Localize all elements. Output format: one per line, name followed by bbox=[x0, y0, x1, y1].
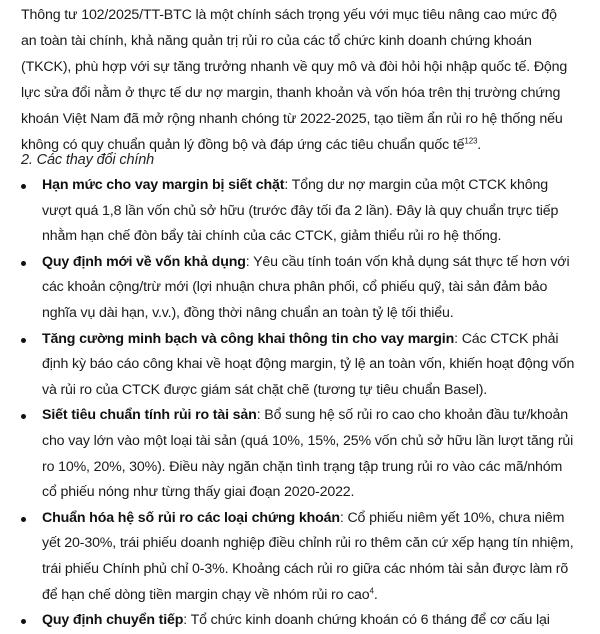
item-title: Chuẩn hóa hệ số rủi ro các loại chứng khoán bbox=[42, 509, 340, 526]
list-item bbox=[0, 327, 580, 404]
list-item bbox=[0, 403, 580, 505]
bullet-icon bbox=[21, 619, 26, 624]
bullet-icon bbox=[21, 184, 26, 189]
item-title: Quy định mới về vốn khả dụng bbox=[42, 253, 246, 270]
intro-text: Thông tư 102/2025/TT-BTC là một chính sách trọng yếu với mục tiêu nâng cao mức độ an toàn tài chính, khả năng quản trị rủi ro của các tổ chức kinh doanh chứng khoán (TKCK), phù hợp với sự tăng trưởng nhanh về quy mô và đòi hỏi hội nhập quốc tế. Động lực sửa đổi nằm ở thực tế dư nợ margin, thanh khoản và vốn hóa trên thị trường chứng khoán Việt Nam đã mở rộng nhanh chóng từ 2022-2025, tạo tiềm ẩn rủi ro hệ thống nếu không có quy chuẩn quản lý đồng bộ và đáp ứng các tiêu chuẩn quốc tế bbox=[21, 7, 568, 153]
item-title: Tăng cường minh bạch và công khai thông tin cho vay margin bbox=[42, 330, 455, 347]
item-title: Quy định chuyển tiếp bbox=[42, 612, 184, 629]
bullet-icon bbox=[21, 338, 26, 343]
item-end: . bbox=[373, 586, 378, 603]
item-text: : Tổ chức kinh doanh chứng khoán có 6 tháng để cơ cấu lại bbox=[183, 612, 550, 629]
list-item bbox=[0, 173, 580, 250]
list-item bbox=[0, 250, 580, 327]
changes-list bbox=[0, 173, 580, 634]
item-text: : Yêu cầu tính toán vốn khả dụng sát thực tế hơn với các khoản cộng/trừ mới (lợi nhuận chưa phân phối, cổ phiếu quỹ, tài sản đảm bảo nghĩa vụ dài hạn, v.v.), đồng thời nâng chuẩn an toàn tỷ lệ tối thiểu. bbox=[42, 253, 570, 321]
item-text: : Cổ phiếu niêm yết 10%, chưa niêm yết 20-30%, trái phiếu doanh nghiệp điều chỉnh rủi ro thêm căn cứ xếp hạng tín nhiệm, trái phiếu Chính phủ chỉ 0-3%. Khoảng cách rủi ro giữa các nhóm tài sản được làm rõ để hạn chế dòng tiền margin chạy về nhóm rủi ro cao bbox=[42, 509, 574, 603]
section-heading: 2. Các thay đổi chính bbox=[21, 152, 155, 168]
list-item bbox=[0, 506, 580, 608]
footnote-ref[interactable]: 4 bbox=[369, 585, 374, 595]
list-item bbox=[0, 608, 580, 634]
footnote-ref[interactable]: 123 bbox=[464, 136, 478, 146]
bullet-icon bbox=[21, 517, 26, 522]
intro-paragraph bbox=[21, 2, 571, 158]
intro-end: . bbox=[477, 137, 482, 153]
item-title: Siết tiêu chuẩn tính rủi ro tài sản bbox=[42, 407, 257, 424]
item-text: : Tổng dư nợ margin của một CTCK không vượt quá 1,8 lần vốn chủ sở hữu (trước đây tối đa 2 lần). Đây là quy chuẩn trực tiếp nhằm hạn chế đòn bẩy tài chính của các CTCK, giảm thiểu rủi ro hệ thống. bbox=[42, 177, 559, 245]
bullet-icon bbox=[21, 414, 26, 419]
bullet-icon bbox=[21, 261, 26, 266]
item-text: : Bổ sung hệ số rủi ro cao cho khoản đầu tư/khoản cho vay lớn vào một loại tài sản (quá 10%, 15%, 25% vốn chủ sở hữu lần lượt tăng rủi ro 10%, 20%, 30%). Điều này ngăn chặn tình trạng tập trung rủi ro vào các mã/nhóm cổ phiếu nóng như từng thấy giai đoạn 2020-2022. bbox=[42, 407, 574, 501]
item-title: Hạn mức cho vay margin bị siết chặt bbox=[42, 177, 285, 193]
item-text: : Các CTCK phải định kỳ báo cáo công khai về hoạt động margin, tỷ lệ an toàn vốn, khiến hoạt động vốn và rủi ro của CTCK được giám sát chặt chẽ (tương tự tiêu chuẩn Basel). bbox=[42, 330, 575, 398]
